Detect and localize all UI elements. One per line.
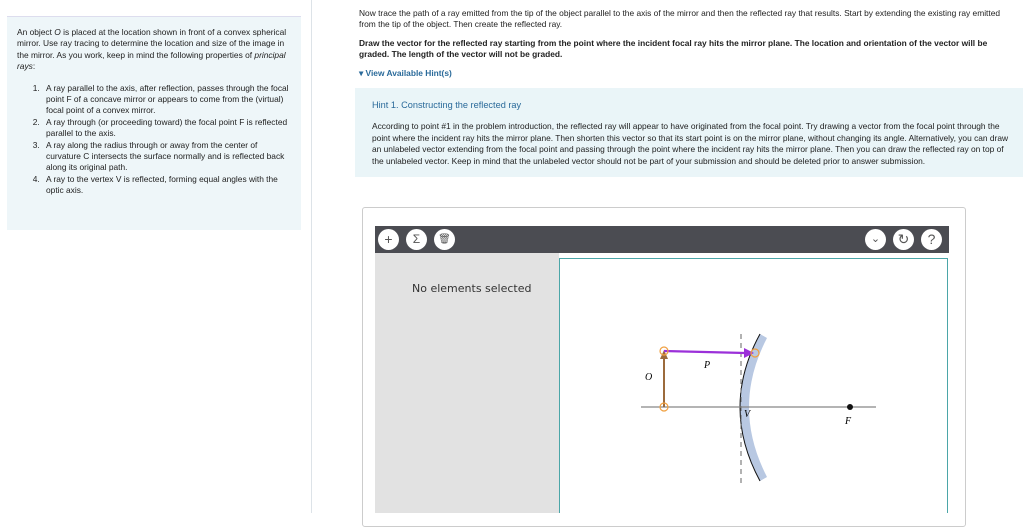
more-button[interactable]: ⌄: [865, 229, 886, 250]
focal-point: [847, 404, 853, 410]
object-label: O: [645, 372, 653, 383]
list-item: 4. A ray to the vertex V is reflected, forming equal angles with the optic axis.: [42, 174, 291, 197]
add-button[interactable]: +: [378, 229, 399, 250]
intro-paragraph: An object O is placed at the location shown in front of a convex spherical mirror. Use ray tracing to determine the location and size of the image in the mirror. As you work, keep in mind the following properties of principal rays:: [17, 27, 287, 72]
list-item: 3. A ray along the radius through or away from the center of curvature C intersects the surface normally and is reflected back along its original path.: [42, 140, 291, 174]
list-item: 2. A ray through (or proceeding toward) the focal point F is reflected parallel to the axis.: [42, 117, 291, 140]
reset-button[interactable]: ↻: [893, 229, 914, 250]
grading-instructions: Draw the vector for the reflected ray starting from the point where the incident focal ray hits the mirror plane. The location and orientation of the vector will be graded. The length of the vector will not be graded.: [359, 37, 988, 60]
drawing-canvas[interactable]: [559, 258, 948, 513]
no-selection-text: No elements selected: [412, 282, 532, 295]
view-hints-link[interactable]: ▾ View Available Hint(s): [359, 67, 452, 78]
focal-label: F: [845, 416, 852, 427]
properties-panel: [375, 253, 559, 513]
problem-intro: [7, 16, 301, 230]
list-item: 1. A ray parallel to the axis, after reflection, passes through the focal point F of a concave mirror or appears to come from the (virtual) focal point of a convex mirror.: [42, 83, 291, 117]
tool-toolbar: [375, 226, 949, 253]
sum-button[interactable]: Σ: [406, 229, 427, 250]
instructions: Now trace the path of a ray emitted from the tip of the object parallel to the axis of the mirror and then the reflected ray that results. Start by extending the existing ray emitted from the tip of the object. Then create the reflected ray.: [359, 8, 1001, 30]
help-button[interactable]: ?: [921, 229, 942, 250]
question-part: [359, 8, 1019, 177]
hint-body: According to point #1 in the problem introduction, the reflected ray will appear to have originated from the focal point. Try drawing a vector from the focal point through the point where the incident ray hits the mirror plane. Then shorten this vector so that its start point is on the mirror plane, without changing its angle. Alternatively, you can draw an unlabeled vector extending from the focal point and passing through the point where the incident ray hits the mirror plane. Then you can draw the reflected ray on top of the unlabeled vector. Keep in mind that the unlabeled vector should not be part of your submission and should be deleted prior to answer submission.: [372, 121, 1009, 166]
ray-label: P: [704, 360, 711, 371]
incident-ray[interactable]: [664, 351, 745, 353]
hint-title[interactable]: Hint 1. Constructing the reflected ray: [372, 100, 522, 111]
delete-button[interactable]: 🗑: [434, 229, 455, 250]
divider: [311, 0, 312, 513]
hint-panel: [355, 88, 1023, 177]
vertex-label: V: [744, 409, 751, 420]
principal-rays-list: [42, 83, 291, 197]
